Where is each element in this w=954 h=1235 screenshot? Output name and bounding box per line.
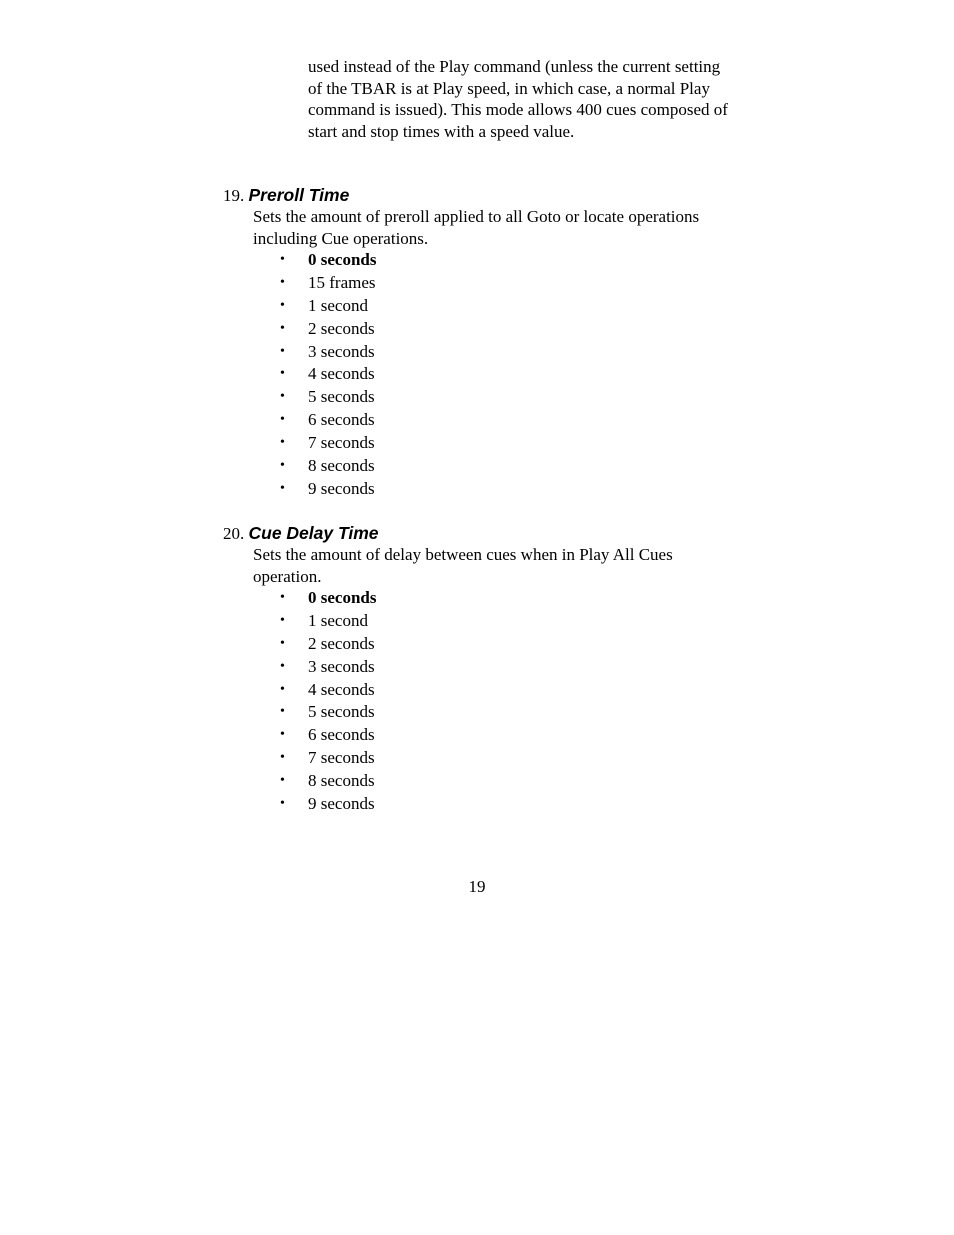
option-item (280, 793, 743, 816)
option-item (280, 363, 743, 386)
option-label: 5 seconds (308, 387, 375, 407)
option-item (280, 679, 743, 702)
bullet-icon: • (280, 796, 285, 812)
bullet-icon: • (280, 658, 285, 674)
option-label: 9 seconds (308, 794, 375, 814)
bullet-icon: • (280, 412, 285, 428)
option-label: 7 seconds (308, 433, 375, 453)
option-item (280, 295, 743, 318)
section-number: 20. (223, 524, 245, 543)
section-description: Sets the amount of delay between cues when in Play All Cues operation. (253, 545, 673, 586)
bullet-icon: • (280, 366, 285, 382)
option-label: 4 seconds (308, 679, 375, 699)
option-label: 6 seconds (308, 410, 375, 430)
option-label: 2 seconds (308, 318, 375, 338)
option-label: 1 second (308, 610, 368, 630)
option-item (280, 341, 743, 364)
option-label: 2 seconds (308, 633, 375, 653)
bullet-icon: • (280, 612, 285, 628)
option-label: 0 seconds (308, 250, 377, 269)
option-item (280, 724, 743, 747)
option-item (280, 249, 743, 272)
option-list (223, 587, 743, 816)
option-label: 15 frames (308, 272, 376, 292)
option-label: 8 seconds (308, 456, 375, 476)
option-item (280, 610, 743, 633)
page-number: 19 (468, 877, 486, 896)
bullet-icon: • (280, 274, 285, 290)
option-item (280, 318, 743, 341)
option-item (280, 432, 743, 455)
section-heading (223, 522, 743, 544)
bullet-icon: • (280, 635, 285, 651)
bullet-icon: • (280, 750, 285, 766)
section-title: Cue Delay Time (248, 523, 379, 543)
bullet-icon: • (280, 773, 285, 789)
option-label: 4 seconds (308, 364, 375, 384)
option-item (280, 701, 743, 724)
option-label: 0 seconds (308, 588, 377, 607)
section-cue-delay-time (223, 522, 743, 816)
bullet-icon: • (280, 727, 285, 743)
bullet-icon: • (280, 681, 285, 697)
option-item (280, 386, 743, 409)
option-item (280, 747, 743, 770)
section-title: Preroll Time (248, 185, 350, 205)
section-description: Sets the amount of preroll applied to all Goto or locate operations including Cue operations. (253, 207, 700, 248)
option-label: 6 seconds (308, 725, 375, 745)
bullet-icon: • (280, 435, 285, 451)
option-item (280, 587, 743, 610)
option-label: 3 seconds (308, 656, 375, 676)
option-item (280, 478, 743, 501)
option-item (280, 455, 743, 478)
option-item (280, 409, 743, 432)
section-heading (223, 184, 743, 206)
section-preroll-time (223, 184, 743, 501)
bullet-icon: • (280, 320, 285, 336)
option-item (280, 633, 743, 656)
option-label: 3 seconds (308, 341, 375, 361)
option-item (280, 656, 743, 679)
option-label: 8 seconds (308, 771, 375, 791)
option-label: 7 seconds (308, 748, 375, 768)
option-label: 5 seconds (308, 702, 375, 722)
bullet-icon: • (280, 590, 285, 605)
option-list (223, 249, 743, 501)
bullet-icon: • (280, 704, 285, 720)
section-number: 19. (223, 186, 245, 205)
option-item (280, 770, 743, 793)
continued-paragraph: used instead of the Play command (unless the current setting of the TBAR is at Play speed, in which case, a normal Play command is issued). This mode allows 400 cues composed of start and stop times with a speed value. (308, 57, 728, 141)
bullet-icon: • (280, 343, 285, 359)
bullet-icon: • (280, 458, 285, 474)
bullet-icon: • (280, 297, 285, 313)
option-label: 9 seconds (308, 478, 375, 498)
bullet-icon: • (280, 252, 285, 267)
option-label: 1 second (308, 295, 368, 315)
bullet-icon: • (280, 389, 285, 405)
option-item (280, 272, 743, 295)
bullet-icon: • (280, 480, 285, 496)
